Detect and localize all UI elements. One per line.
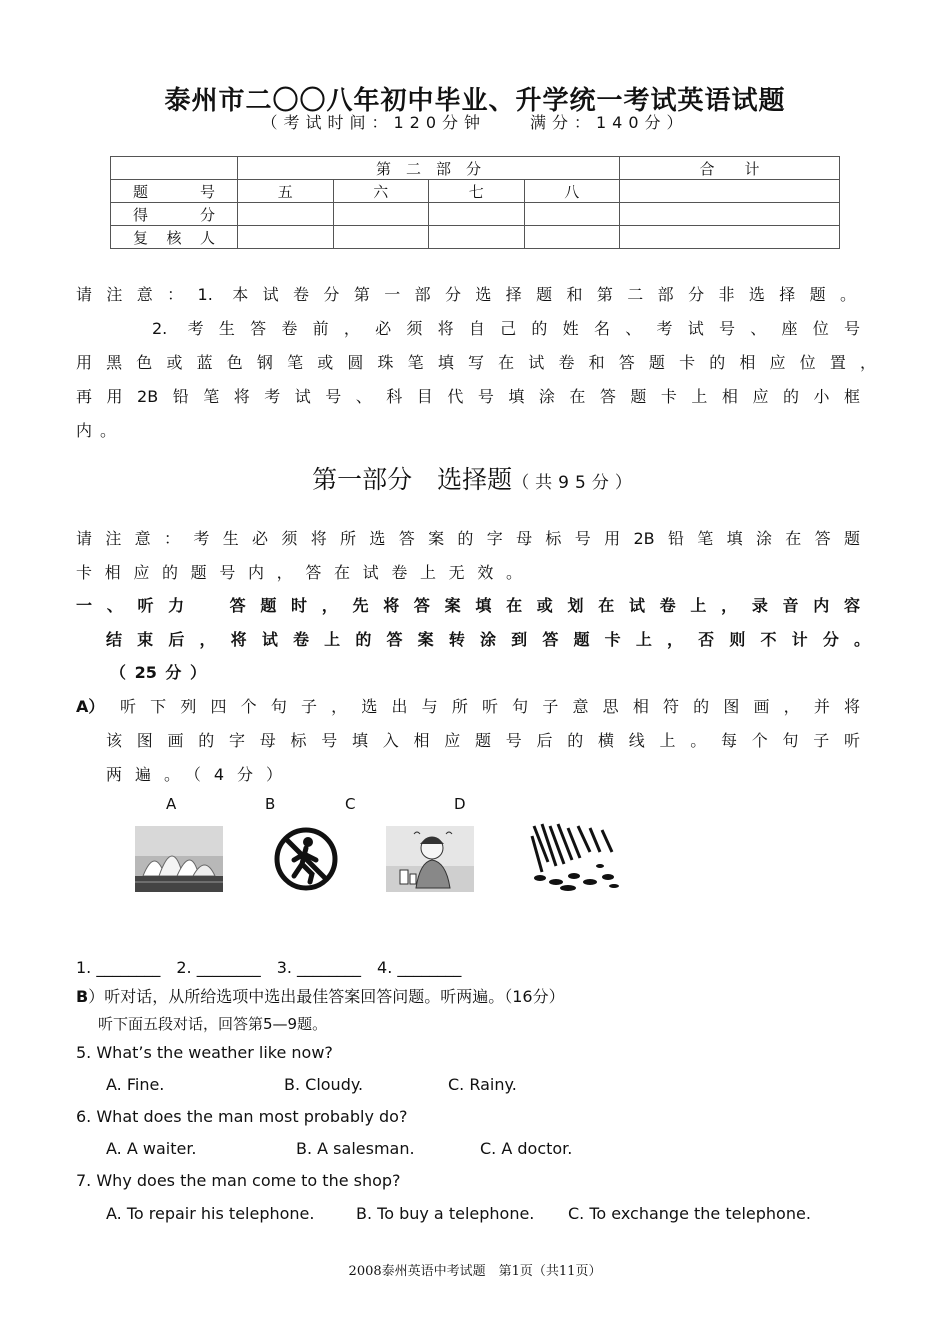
section-a-text: 听下列四个句子，选出与所听句子意思相符的图画，并将 [120, 697, 860, 716]
part1-notice: 卡相应的题号内，答在试卷上无效。 [76, 563, 522, 582]
notice-line: 请注意：1. 本试卷分第一部分选择题和第二部分非选择题。 [76, 285, 856, 304]
score-cell[interactable] [333, 226, 429, 249]
total-label: 合 计 [620, 157, 840, 180]
no-entry-person-icon [272, 826, 340, 892]
question-stem: 7. Why does the man come to the shop? [76, 1171, 401, 1190]
score-cell[interactable] [238, 203, 334, 226]
picture-letter: A [166, 795, 177, 813]
option-a[interactable]: A. A waiter. [106, 1139, 197, 1158]
question-stem: 6. What does the man most probably do? [76, 1107, 408, 1126]
option-c[interactable]: C. A doctor. [480, 1139, 573, 1158]
exam-subtitle: （考试时间：120分钟 满分：140分） [261, 113, 689, 132]
column-label: 八 [524, 180, 620, 203]
section-a-text: 该图画的字母标号填入相应题号后的横线上。每个句子听 [106, 731, 860, 750]
option-b[interactable]: B. A salesman. [296, 1139, 415, 1158]
score-cell[interactable] [524, 203, 620, 226]
tired-person-icon [386, 826, 474, 892]
page-footer: 2008泰州英语中考试题 第1页（共11页） [348, 1264, 602, 1279]
score-cell[interactable] [524, 226, 620, 249]
option-c[interactable]: C. To exchange the telephone. [568, 1204, 811, 1223]
table-cell [620, 180, 840, 203]
score-cell[interactable] [429, 226, 525, 249]
listening-heading: 一、听力 答题时，先将答案填在或划在试卷上，录音内容 [76, 596, 860, 615]
listening-heading: （25分） [110, 663, 206, 682]
option-a[interactable]: A. Fine. [106, 1075, 165, 1094]
notice-line: 内。 [76, 421, 116, 440]
row-label: 复核人 [111, 226, 238, 249]
score-cell[interactable] [620, 203, 840, 226]
listening-heading: 结束后，将试卷上的答案转涂到答题卡上，否则不计分。 [106, 630, 870, 649]
part-label: 第 二 部 分 [238, 157, 620, 180]
score-cell[interactable] [429, 203, 525, 226]
table-cell [111, 157, 238, 180]
picture-letter: D [454, 795, 466, 813]
part1-notice: 请注意：考生必须将所选答案的字母标号用2B铅笔填涂在答题 [76, 529, 860, 548]
score-table [110, 156, 840, 249]
section-a-label: A） [76, 697, 105, 716]
option-a[interactable]: A. To repair his telephone. [106, 1204, 315, 1223]
table-row [111, 226, 840, 249]
section-b-subheading: 听下面五段对话，回答第5—9题。 [98, 1015, 328, 1033]
part1-title: 第一部分 选择题（共95分） [312, 465, 638, 494]
column-label: 六 [333, 180, 429, 203]
score-cell[interactable] [333, 203, 429, 226]
table-row [111, 157, 840, 180]
row-label: 得 分 [111, 203, 238, 226]
opera-house-icon [135, 826, 223, 892]
picture-letter: C [345, 795, 356, 813]
answer-blanks[interactable]: 1. ________ 2. ________ 3. ________ 4. ________ [76, 958, 462, 977]
picture-letter: B [265, 795, 276, 813]
row-label: 题 号 [111, 180, 238, 203]
rain-icon [528, 822, 624, 892]
option-b[interactable]: B. To buy a telephone. [356, 1204, 535, 1223]
question-stem: 5. What’s the weather like now? [76, 1043, 333, 1062]
notice-line: 用黑色或蓝色钢笔或圆珠笔填写在试卷和答题卡的相应位置， [76, 353, 876, 372]
column-label: 五 [238, 180, 334, 203]
section-a-text: 两遍。（4分） [106, 765, 282, 784]
column-label: 七 [429, 180, 525, 203]
table-row [111, 180, 840, 203]
exam-title: 泰州市二〇〇八年初中毕业、升学统一考试英语试题 [164, 86, 786, 116]
table-row [111, 203, 840, 226]
notice-line: 再用2B铅笔将考试号、科目代号填涂在答题卡上相应的小框 [76, 387, 860, 406]
score-cell[interactable] [620, 226, 840, 249]
option-b[interactable]: B. Cloudy. [284, 1075, 364, 1094]
notice-line: 2. 考生答卷前，必须将自己的姓名、考试号、座位号 [152, 319, 860, 338]
section-b-heading: B）听对话，从所给选项中选出最佳答案回答问题。听两遍。（16分） [76, 987, 565, 1006]
score-cell[interactable] [238, 226, 334, 249]
option-c[interactable]: C. Rainy. [448, 1075, 517, 1094]
